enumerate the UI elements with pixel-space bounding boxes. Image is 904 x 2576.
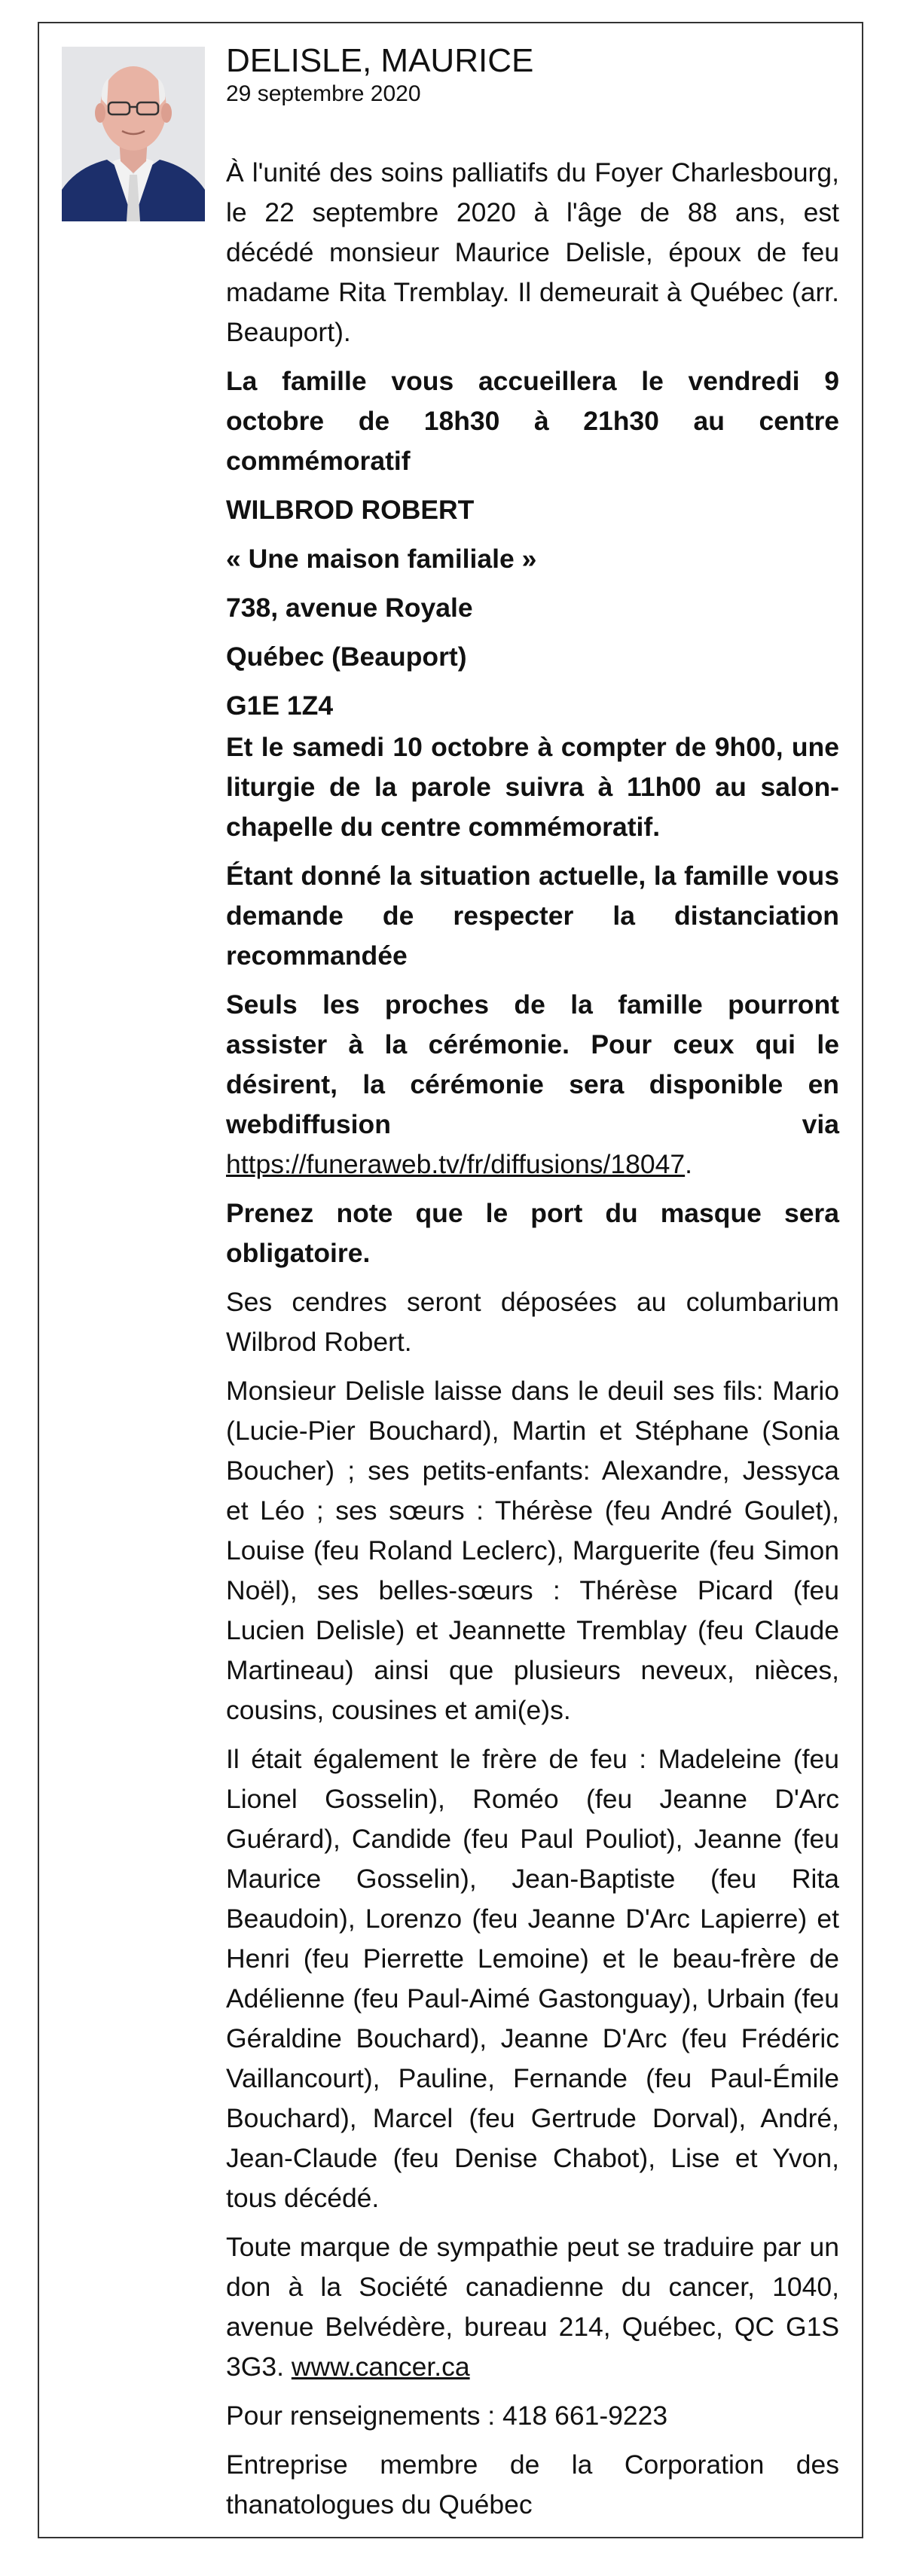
ashes-paragraph: Ses cendres seront déposées au columbarium Wilbrod Robert.: [226, 1287, 839, 1357]
visitation-paragraph: La famille vous accueillera le vendredi 9 octobre de 18h30 à 21h30 au centre commémoratif: [226, 366, 839, 476]
portrait-photo: [62, 47, 205, 221]
address-street: 738, avenue Royale: [226, 593, 473, 623]
webcast-link[interactable]: https://funeraweb.tv/fr/diffusions/18047: [226, 1149, 686, 1179]
donation-paragraph: [226, 2227, 839, 2387]
address-tagline: « Une maison familiale »: [226, 544, 537, 574]
webcast-end: .: [685, 1149, 693, 1179]
address-city: Québec (Beauport): [226, 642, 467, 672]
obituary-card: [38, 22, 863, 2538]
donation-text: Toute marque de sympathie peut se traduire par un don à la Société canadienne du cancer, 1040, avenue Belvédère, bureau 214, Québec, QC G1S 3G3.: [226, 2232, 839, 2382]
family-paragraph: Monsieur Delisle laisse dans le deuil ses fils: Mario (Lucie-Pier Bouchard), Martin et Stéphane (Sonia Boucher) ; ses petits-enfants: Alexandre, Jessyca et Léo ; ses sœurs : Thérèse (feu André Goulet), Louise (feu Roland Leclerc), Marguerite (feu Simon Noël), ses belles-sœurs : Thérèse Picard (feu Lucien Delisle) et Jeannette Tremblay (feu Claude Martineau) ainsi que plusieurs neveux, nièces, cousins, cousines et ami(e)s.: [226, 1376, 839, 1725]
siblings-paragraph: Il était également le frère de feu : Madeleine (feu Lionel Gosselin), Roméo (feu Jeanne D'Arc Guérard), Candide (feu Paul Pouliot), Jeanne (feu Maurice Gosselin), Jean-Baptiste (feu Rita Beaudoin), Lorenzo (feu Jeanne D'Arc Lapierre) et Henri (feu Pierrette Lemoine) et le beau-frère de Adélienne (feu Paul-Aimé Gastonguay), Urbain (feu Géraldine Bouchard), Jeanne D'Arc (feu Frédéric Vaillancourt), Pauline, Fernande (feu Paul-Émile Bouchard), Marcel (feu Gertrude Dorval), André, Jean-Claude (feu Denise Chabot), Lise et Yvon, tous décédé.: [226, 1744, 839, 2213]
webcast-paragraph: [226, 985, 839, 1184]
info-line: Pour renseignements : 418 661-9223: [226, 2401, 668, 2431]
address-postal-code: G1E 1Z4: [226, 690, 334, 721]
address-name: WILBROD ROBERT: [226, 495, 475, 525]
publication-date: 29 septembre 2020: [226, 81, 421, 106]
donation-link[interactable]: www.cancer.ca: [291, 2352, 470, 2382]
distancing-paragraph: Étant donné la situation actuelle, la famille vous demande de respecter la distanciation recommandée: [226, 861, 839, 971]
ceremony-paragraph: Et le samedi 10 octobre à compter de 9h00, une liturgie de la parole suivra à 11h00 au salon-chapelle du centre commémoratif.: [226, 732, 839, 842]
intro-paragraph: À l'unité des soins palliatifs du Foyer Charlesbourg, le 22 septembre 2020 à l'âge de 88 ans, est décédé monsieur Maurice Delisle, époux de feu madame Rita Tremblay. Il demeurait à Québec (arr. Beauport).: [226, 157, 839, 347]
header-block: [226, 41, 839, 111]
footer-membership: Entreprise membre de la Corporation des thanatologues du Québec: [226, 2449, 839, 2520]
obituary-body: [226, 153, 839, 2534]
webcast-text: Seuls les proches de la famille pourront assister à la cérémonie. Pour ceux qui le désirent, la cérémonie sera disponible en webdiffusion via: [226, 989, 839, 1139]
mask-paragraph: Prenez note que le port du masque sera obligatoire.: [226, 1198, 839, 1268]
deceased-name: DELISLE, MAURICE: [226, 42, 534, 79]
portrait-illustration: [62, 47, 205, 221]
